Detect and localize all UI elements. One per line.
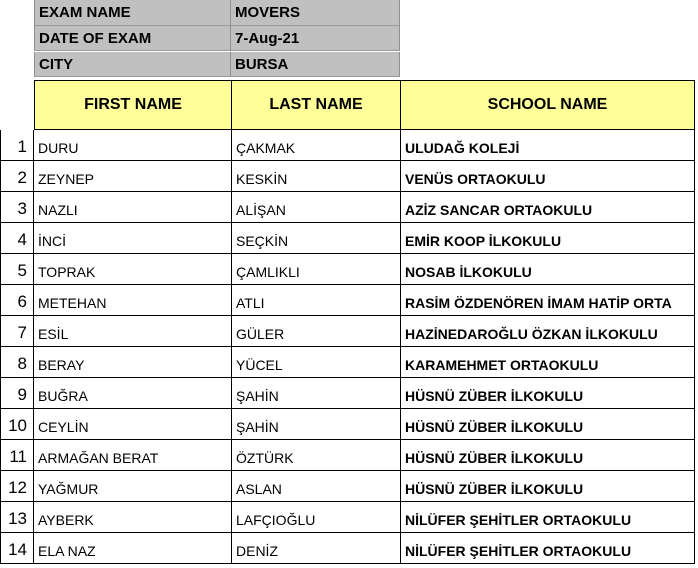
row-number[interactable]: 1	[0, 130, 34, 161]
first-name-cell[interactable]: CEYLİN	[34, 409, 232, 440]
last-name-header[interactable]: LAST NAME	[232, 80, 401, 130]
first-name-cell[interactable]: ESİL	[34, 316, 232, 347]
city-label[interactable]: CITY	[34, 52, 231, 77]
school-name-cell[interactable]: HÜSNÜ ZÜBER İLKOKULU	[401, 440, 695, 471]
last-name-cell[interactable]: ATLI	[232, 285, 401, 316]
city-value[interactable]: BURSA	[231, 52, 400, 77]
exam-date-row	[34, 26, 400, 52]
first-name-cell[interactable]: ZEYNEP	[34, 161, 232, 192]
table-row	[0, 347, 695, 378]
school-name-cell[interactable]: NOSAB İLKOKULU	[401, 254, 695, 285]
school-name-cell[interactable]: HÜSNÜ ZÜBER İLKOKULU	[401, 409, 695, 440]
last-name-cell[interactable]: ŞAHİN	[232, 378, 401, 409]
last-name-cell[interactable]: YÜCEL	[232, 347, 401, 378]
first-name-cell[interactable]: BERAY	[34, 347, 232, 378]
exam-date-value[interactable]: 7-Aug-21	[231, 26, 400, 51]
table-row	[0, 409, 695, 440]
school-name-cell[interactable]: VENÜS ORTAOKULU	[401, 161, 695, 192]
exam-name-value[interactable]: MOVERS	[231, 0, 400, 26]
exam-name-row	[34, 0, 400, 26]
row-number[interactable]: 2	[0, 161, 34, 192]
table-row	[0, 316, 695, 347]
first-name-cell[interactable]: AYBERK	[34, 502, 232, 533]
last-name-cell[interactable]: ÖZTÜRK	[232, 440, 401, 471]
school-name-cell[interactable]: HÜSNÜ ZÜBER İLKOKULU	[401, 378, 695, 409]
row-number[interactable]: 3	[0, 192, 34, 223]
table-row	[0, 285, 695, 316]
first-name-cell[interactable]: BUĞRA	[34, 378, 232, 409]
last-name-cell[interactable]: SEÇKİN	[232, 223, 401, 254]
row-number[interactable]: 13	[0, 502, 34, 533]
last-name-cell[interactable]: GÜLER	[232, 316, 401, 347]
table-header-row	[34, 80, 695, 130]
table-row	[0, 254, 695, 285]
first-name-cell[interactable]: DURU	[34, 130, 232, 161]
school-name-header[interactable]: SCHOOL NAME	[401, 80, 695, 130]
last-name-cell[interactable]: ASLAN	[232, 471, 401, 502]
first-name-cell[interactable]: ELA NAZ	[34, 533, 232, 564]
table-row	[0, 161, 695, 192]
table-row	[0, 440, 695, 471]
school-name-cell[interactable]: RASİM ÖZDENÖREN İMAM HATİP ORTA	[401, 285, 695, 316]
row-number[interactable]: 12	[0, 471, 34, 502]
row-number[interactable]: 6	[0, 285, 34, 316]
last-name-cell[interactable]: ŞAHİN	[232, 409, 401, 440]
school-name-cell[interactable]: HAZİNEDAROĞLU ÖZKAN İLKOKULU	[401, 316, 695, 347]
row-number[interactable]: 8	[0, 347, 34, 378]
row-number[interactable]: 14	[0, 533, 34, 564]
first-name-cell[interactable]: İNCİ	[34, 223, 232, 254]
table-row	[0, 378, 695, 409]
last-name-cell[interactable]: DENİZ	[232, 533, 401, 564]
row-number[interactable]: 11	[0, 440, 34, 471]
row-number[interactable]: 4	[0, 223, 34, 254]
last-name-cell[interactable]: ÇAMLIKLI	[232, 254, 401, 285]
city-row	[34, 52, 400, 78]
exam-name-label[interactable]: EXAM NAME	[34, 0, 231, 26]
school-name-cell[interactable]: EMİR KOOP İLKOKULU	[401, 223, 695, 254]
table-row	[0, 471, 695, 502]
last-name-cell[interactable]: LAFÇIOĞLU	[232, 502, 401, 533]
first-name-cell[interactable]: NAZLI	[34, 192, 232, 223]
school-name-cell[interactable]: NİLÜFER ŞEHİTLER ORTAOKULU	[401, 533, 695, 564]
school-name-cell[interactable]: ULUDAĞ KOLEJİ	[401, 130, 695, 161]
exam-info-block	[34, 0, 400, 78]
school-name-cell[interactable]: AZİZ SANCAR ORTAOKULU	[401, 192, 695, 223]
table-row	[0, 130, 695, 161]
student-table	[0, 130, 695, 564]
last-name-cell[interactable]: KESKİN	[232, 161, 401, 192]
exam-date-label[interactable]: DATE OF EXAM	[34, 26, 231, 51]
first-name-cell[interactable]: METEHAN	[34, 285, 232, 316]
school-name-cell[interactable]: HÜSNÜ ZÜBER İLKOKULU	[401, 471, 695, 502]
row-number[interactable]: 5	[0, 254, 34, 285]
first-name-cell[interactable]: ARMAĞAN BERAT	[34, 440, 232, 471]
first-name-header[interactable]: FIRST NAME	[34, 80, 232, 130]
row-number[interactable]: 10	[0, 409, 34, 440]
table-row	[0, 533, 695, 564]
row-number[interactable]: 9	[0, 378, 34, 409]
last-name-cell[interactable]: ÇAKMAK	[232, 130, 401, 161]
table-row	[0, 192, 695, 223]
first-name-cell[interactable]: YAĞMUR	[34, 471, 232, 502]
school-name-cell[interactable]: KARAMEHMET ORTAOKULU	[401, 347, 695, 378]
school-name-cell[interactable]: NİLÜFER ŞEHİTLER ORTAOKULU	[401, 502, 695, 533]
row-number[interactable]: 7	[0, 316, 34, 347]
first-name-cell[interactable]: TOPRAK	[34, 254, 232, 285]
table-row	[0, 223, 695, 254]
table-row	[0, 502, 695, 533]
last-name-cell[interactable]: ALİŞAN	[232, 192, 401, 223]
